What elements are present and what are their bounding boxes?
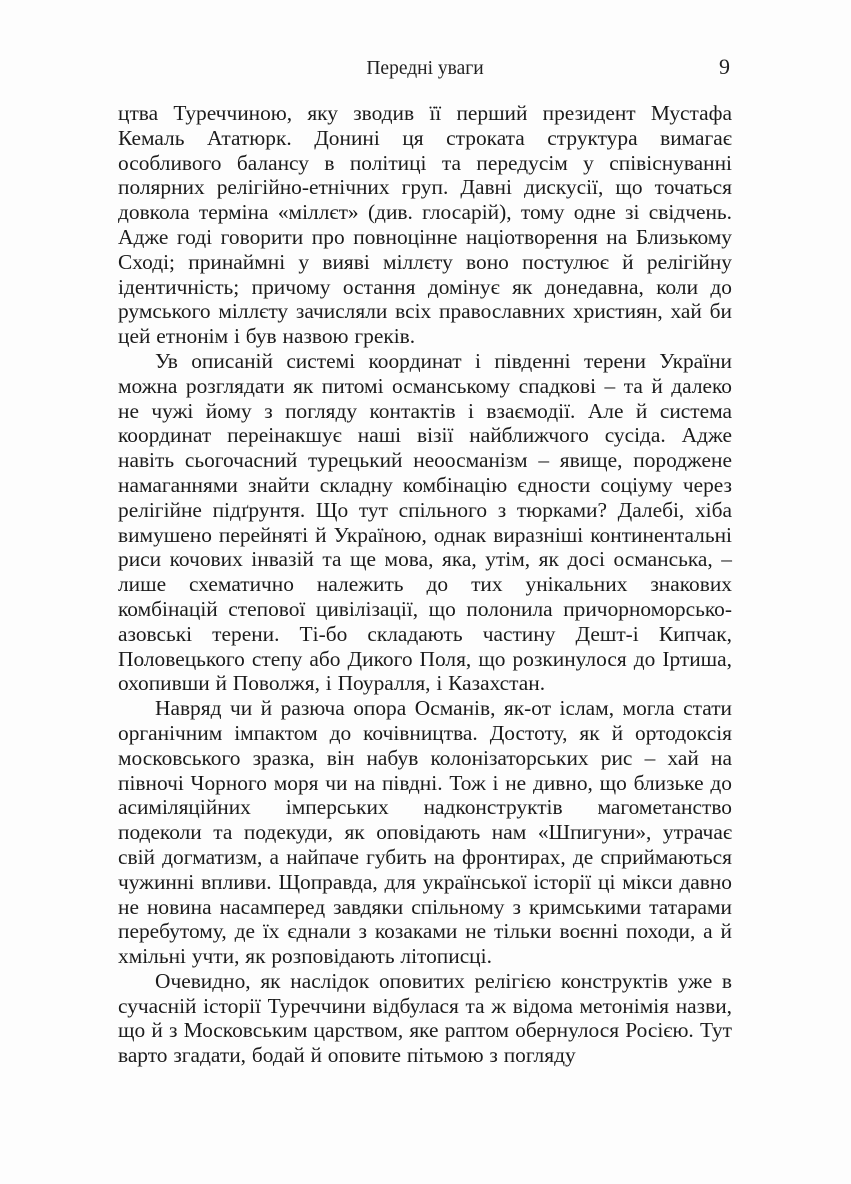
page-body	[118, 101, 732, 1068]
paragraph-3: Навряд чи й разюча опора Османів, як-от іслам, могла стати органічним імпактом до кочівництва. Достоту, як й ортодоксія московського зразка, він набув колонізаторських рис – хай на півночі Чорного моря чи на півдні. Тож і не дивно, що близьке до асиміляційних імперських надконструктів магометанство подеколи та подекуди, як оповідають нам «Шпигуни», утрачає свій догматизм, а найпаче губить на фронтирах, де сприймаються чужинні впливи. Щоправда, для української історії ці мікси давно не новина насамперед завдяки спільному з кримськими татарами перебутому, де їх єднали з козаками не тільки воєнні походи, а й хмільні учти, як розповідають літописці.	[118, 696, 732, 969]
paragraph-2: Ув описаній системі координат і південні терени України можна розглядати як питомі османському спадкові – та й далеко не чужі йому з погляду контактів і взаємодії. Але й система координат переінакшує наші візії найближчого сусіда. Адже навіть сьогочасний турецький неоосманізм – явище, породжене намаганнями знайти складну комбінацію єдности соціуму через релігійне підґрунтя. Що тут спільного з тюрками? Далебі, хіба вимушено перейняті й Україною, однак виразніші континентальні риси кочових інвазій та ще мова, яка, утім, як досі османська, – лише схематично належить до тих унікальних знакових комбінацій степової цивілізації, що полонила причорноморсько-азовські терени. Ті-бо складають частину Дешт-і Кипчак, Половецького степу або Дикого Поля, що розкинулося до Іртиша, охопивши й Поволжя, і Поуралля, і Казахстан.	[118, 348, 732, 696]
paragraph-4: Очевидно, як наслідок оповитих релігією конструктів уже в сучасній історії Туреччини відбулася та ж відома метонімія назви, що й з Московським царством, яке раптом обернулося Росією. Тут варто згадати, бодай й оповите пітьмою з погляду	[118, 968, 732, 1068]
paragraph-1: цтва Туреччиною, яку зводив її перший президент Мустафа Кемаль Ататюрк. Донині ця строката структура вимагає особливого балансу в політиці та передусім у співіснуванні полярних релігійно-етнічних груп. Давні дискусії, що точаться довкола терміна «міллєт» (див. глосарій), тому одне зі свідчень. Адже годі говорити про повноцінне націотворення на Близькому Сході; принаймні у вияві міллєту воно постулює й релігійну ідентичність; причому остання домінує як донедавна, коли до румського міллєту зачисляли всіх православних християн, хай би цей етнонім і був назвою греків.	[118, 101, 732, 349]
page-header	[118, 54, 732, 83]
running-head-title: Передні уваги	[366, 58, 484, 79]
page-number: 9	[719, 54, 730, 79]
